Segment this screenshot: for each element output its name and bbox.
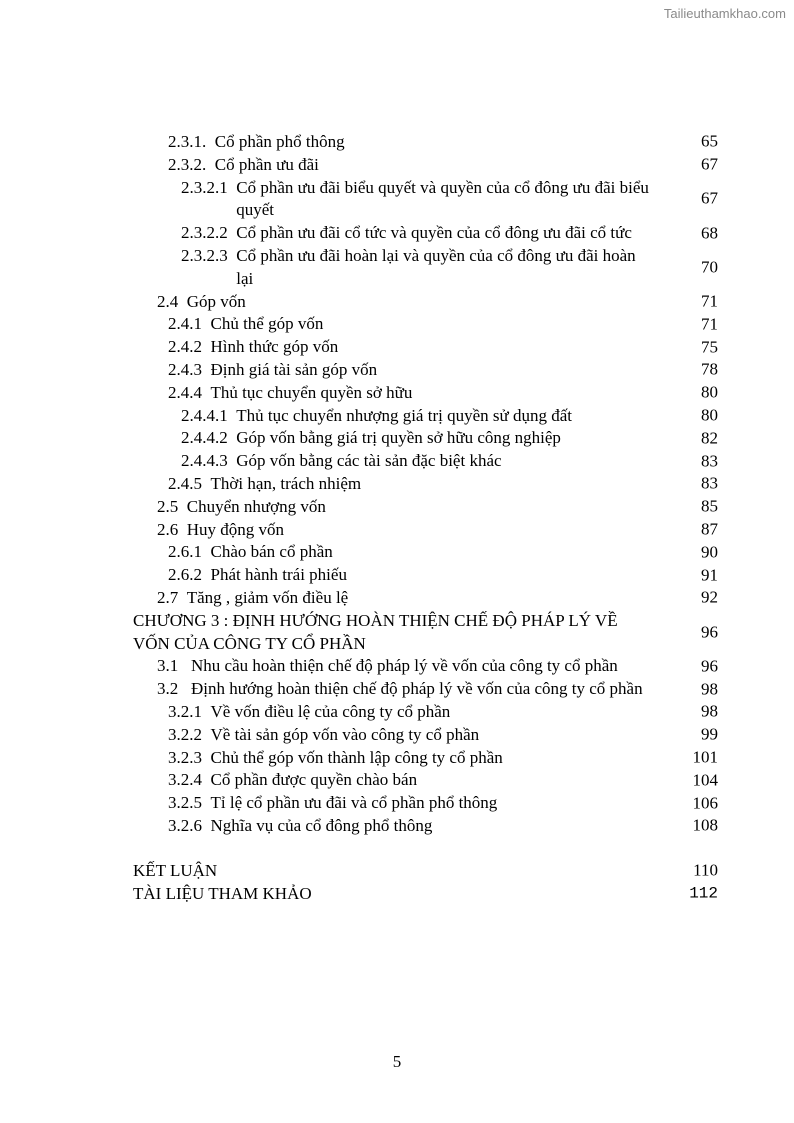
toc-entry-page: 98	[701, 679, 718, 699]
toc-entry-title: Góp vốn bằng các tài sản đặc biệt khác	[236, 451, 502, 471]
toc-entry[interactable]	[0, 792, 794, 815]
toc-entry-title: Nghĩa vụ của cổ đông phổ thông	[210, 815, 433, 835]
toc-entry-heading	[157, 291, 642, 314]
toc-entry-title: Góp vốn	[186, 291, 246, 311]
page-number: 5	[392, 1052, 402, 1071]
toc-entry[interactable]	[0, 427, 794, 450]
toc-entry-number: 3.2.1	[168, 701, 211, 721]
toc-entry-title: Huy động vốn	[186, 519, 285, 539]
toc-entry-title: Định hướng hoàn thiện chế độ pháp lý về vốn của công ty cổ phần	[191, 679, 643, 699]
toc-entry[interactable]	[0, 245, 794, 291]
toc-entry-number: 3.2.4	[168, 770, 211, 790]
toc-entry-heading	[181, 222, 651, 245]
toc-entry[interactable]	[0, 382, 794, 405]
toc-entry[interactable]	[0, 405, 794, 428]
toc-entry[interactable]	[0, 313, 794, 336]
toc-entry-page: 78	[701, 359, 718, 379]
toc-entry-page: 82	[701, 428, 718, 448]
toc-entry-number: 2.3.2.3	[181, 245, 237, 265]
toc-entry-number: 2.4.4.2	[181, 428, 237, 448]
toc-entry[interactable]	[0, 564, 794, 587]
toc-entry-page: 90	[701, 542, 718, 562]
toc-entry-number: 3.2.2	[168, 724, 211, 744]
toc-entry[interactable]	[0, 131, 794, 154]
toc-entry-title: Tỉ lệ cổ phần ưu đãi và cổ phần phổ thông	[210, 793, 498, 813]
toc-entry-page: 104	[692, 770, 718, 790]
toc-entry-heading	[168, 564, 638, 587]
toc-entry[interactable]	[0, 815, 794, 838]
toc-entry-number: 2.3.2.1	[181, 177, 237, 197]
toc-entry-heading	[181, 177, 651, 223]
toc-entry-title: Định giá tài sản góp vốn	[210, 359, 378, 379]
section-spacer	[0, 838, 794, 860]
toc-entry-title: Cổ phần ưu đãi hoàn lại và quyền của cổ đông ưu đãi hoàn lại	[236, 245, 636, 288]
toc-entry-heading	[168, 359, 638, 382]
toc-entry-heading	[168, 336, 638, 359]
toc-entry-title: Về vốn điều lệ của công ty cổ phần	[210, 701, 451, 721]
toc-entry-number: 2.6	[157, 519, 187, 539]
toc-entry-heading	[168, 541, 638, 564]
toc-entry-number: 3.2.6	[168, 815, 211, 835]
toc-entry-number: 2.4.4	[168, 382, 211, 402]
toc-entry[interactable]	[0, 450, 794, 473]
toc-entry[interactable]	[0, 860, 794, 883]
toc-entry-heading	[168, 792, 638, 815]
toc-entry-heading	[157, 496, 642, 519]
toc-entry-heading	[157, 678, 671, 701]
toc-entry-page: 101	[692, 747, 718, 767]
toc-entry-heading	[181, 405, 651, 428]
toc-entry-title: Hình thức góp vốn	[210, 337, 339, 357]
toc-entry-page: 85	[701, 496, 718, 516]
toc-entry[interactable]	[0, 222, 794, 245]
toc-entry-number: 3.2.3	[168, 747, 211, 767]
toc-entry-title: CHƯƠNG 3 : ĐỊNH HƯỚNG HOÀN THIỆN CHẾ ĐỘ PHÁP LÝ VỀ VỐN CỦA CÔNG TY CỔ PHẦN	[133, 610, 618, 653]
toc-entry[interactable]	[0, 541, 794, 564]
toc-entry-page: 67	[701, 188, 718, 208]
toc-entry-number: 3.1	[157, 656, 191, 676]
toc-entry-title: Chuyển nhượng vốn	[186, 496, 326, 516]
toc-entry-number: 2.4.4.1	[181, 405, 237, 425]
toc-entry-heading	[168, 473, 638, 496]
toc-entry-number: 2.7	[157, 587, 187, 607]
toc-entry-page: 65	[701, 131, 718, 151]
toc-entry-heading	[181, 245, 651, 291]
toc-entry-title: Phát hành trái phiếu	[210, 565, 347, 585]
toc-entry-page: 96	[701, 622, 718, 642]
toc-entry[interactable]	[0, 678, 794, 701]
toc-entry-title: Cổ phần ưu đãi biểu quyết và quyền của cổ đông ưu đãi biểu quyết	[236, 177, 649, 220]
toc-entry-title: Cổ phần ưu đãi	[214, 154, 319, 174]
toc-entry-page: 71	[701, 314, 718, 334]
toc-entry-page: 108	[692, 815, 718, 835]
toc-entry[interactable]	[0, 496, 794, 519]
toc-entry-number: 2.4.1	[168, 314, 211, 334]
toc-entry-page: 110	[693, 860, 718, 880]
toc-entry-heading	[133, 610, 658, 656]
toc-entry-title: Thời hạn, trách nhiệm	[210, 473, 362, 493]
toc-entry-number: 2.5	[157, 496, 187, 516]
toc-entry[interactable]	[0, 291, 794, 314]
toc-entry[interactable]	[0, 610, 794, 656]
toc-entry[interactable]	[0, 883, 794, 906]
toc-entry[interactable]	[0, 177, 794, 223]
toc-entry-number: 3.2.5	[168, 793, 211, 813]
toc-entry[interactable]	[0, 473, 794, 496]
toc-entry-number: 3.2	[157, 679, 191, 699]
toc-entry-page: 96	[701, 656, 718, 676]
toc-entry[interactable]	[0, 747, 794, 770]
toc-entry-page: 99	[701, 724, 718, 744]
toc-entry-page: 70	[701, 257, 718, 277]
toc-entry-number: 2.4.4.3	[181, 451, 237, 471]
toc-entry-page: 80	[701, 405, 718, 425]
toc-entry[interactable]	[0, 769, 794, 792]
toc-entry-page: 83	[701, 451, 718, 471]
toc-entry-page: 80	[701, 382, 718, 402]
toc-entry-number: 2.4.2	[168, 337, 211, 357]
toc-entry[interactable]	[0, 724, 794, 747]
toc-entry-heading	[181, 450, 651, 473]
toc-entry-heading	[168, 701, 638, 724]
table-of-contents	[0, 131, 794, 905]
toc-entry-number: 2.4.3	[168, 359, 211, 379]
toc-entry-heading	[168, 382, 638, 405]
toc-entry-heading	[157, 519, 642, 542]
toc-entry-number: 2.3.1.	[168, 132, 215, 151]
toc-entry[interactable]	[0, 154, 794, 177]
toc-entry-title: Chủ thể góp vốn thành lập công ty cổ phần	[210, 747, 503, 767]
toc-entry[interactable]	[0, 655, 794, 678]
toc-entry-heading	[157, 655, 671, 678]
toc-entry-number: 2.6.2	[168, 565, 211, 585]
toc-entry-heading	[168, 815, 638, 838]
toc-entry-heading	[133, 860, 658, 883]
toc-entry-page: 91	[701, 565, 718, 585]
toc-entry-heading	[181, 427, 651, 450]
toc-entry[interactable]	[0, 359, 794, 382]
toc-entry-title: Chào bán cổ phần	[210, 542, 333, 562]
toc-entry-title: TÀI LIỆU THAM KHẢO	[133, 883, 312, 903]
toc-entry[interactable]	[0, 336, 794, 359]
toc-entry-page: 106	[692, 793, 718, 813]
toc-entry-title: Nhu cầu hoàn thiện chế độ pháp lý về vốn của công ty cổ phần	[191, 656, 618, 676]
toc-entry-heading	[157, 587, 642, 610]
toc-entry-number: 2.4	[157, 291, 187, 311]
toc-entry-title: Tăng , giảm vốn điều lệ	[186, 587, 349, 607]
toc-entry-heading	[168, 724, 638, 747]
toc-entry-heading	[133, 883, 658, 906]
watermark: Tailieuthamkhao.com	[663, 6, 786, 21]
toc-entry-number: 2.3.2.2	[181, 223, 237, 243]
toc-entry-title: Thủ tục chuyển quyền sở hữu	[210, 382, 413, 402]
toc-entry-title: Góp vốn bằng giá trị quyền sở hữu công nghiệp	[236, 428, 561, 448]
toc-entry-page: 75	[701, 337, 718, 357]
toc-entry-page: 67	[701, 154, 718, 174]
toc-entry-title: KẾT LUẬN	[133, 860, 218, 880]
toc-entry-page: 83	[701, 473, 718, 493]
toc-entry-number: 2.4.5	[168, 473, 211, 493]
toc-entry-page: 71	[701, 291, 718, 311]
toc-entry[interactable]	[0, 587, 794, 610]
toc-entry-page: 68	[701, 223, 718, 243]
toc-entry-page: 112	[689, 884, 718, 903]
toc-entry[interactable]	[0, 519, 794, 542]
toc-entry-title: Cổ phần được quyền chào bán	[210, 770, 418, 790]
toc-entry-page: 92	[701, 587, 718, 607]
toc-entry-title: Cổ phần ưu đãi cổ tức và quyền của cổ đông ưu đãi cổ tức	[236, 223, 632, 243]
toc-entry-number: 2.3.2.	[168, 154, 215, 174]
toc-entry-title: Thủ tục chuyển nhượng giá trị quyền sử dụng đất	[236, 405, 572, 425]
toc-entry-title: Chủ thể góp vốn	[210, 314, 324, 334]
toc-entry[interactable]	[0, 701, 794, 724]
toc-entry-page: 98	[701, 701, 718, 721]
toc-entry-heading	[168, 313, 638, 336]
toc-entry-heading	[168, 747, 638, 770]
toc-entry-number: 2.6.1	[168, 542, 211, 562]
toc-entry-title: Cổ phần phổ thông	[214, 132, 345, 151]
toc-entry-heading	[168, 154, 638, 177]
toc-entry-heading	[168, 131, 638, 154]
toc-entry-page: 87	[701, 519, 718, 539]
toc-entry-title: Về tài sản góp vốn vào công ty cổ phần	[210, 724, 480, 744]
toc-entry-heading	[168, 769, 638, 792]
